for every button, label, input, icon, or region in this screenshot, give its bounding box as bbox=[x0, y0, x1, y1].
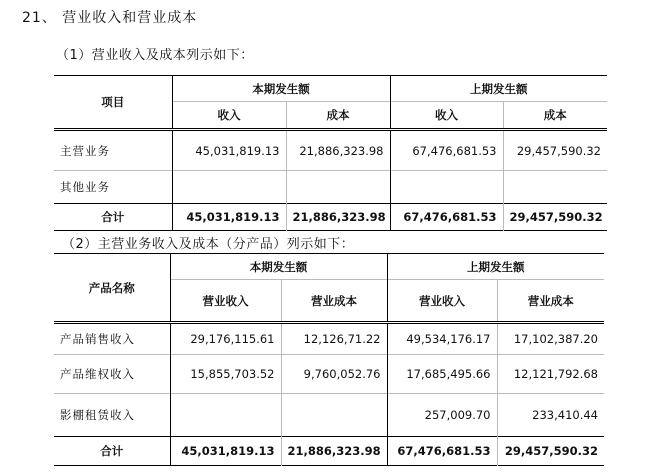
prior-revenue-cell bbox=[390, 171, 503, 204]
total-row bbox=[54, 437, 604, 466]
total-label: 合计 bbox=[101, 210, 125, 224]
total-current-revenue: 45,031,819.13 bbox=[172, 204, 286, 231]
prior-cost-header: 成本 bbox=[503, 102, 607, 130]
current-cost-header: 成本 bbox=[286, 102, 390, 130]
prior-revenue-cell: 17,685,495.66 bbox=[387, 355, 497, 394]
table1-caption: （1）营业收入及成本列示如下： bbox=[56, 48, 254, 63]
prior-revenue-cell: 49,534,176.17 bbox=[387, 323, 497, 355]
table-row bbox=[54, 323, 604, 355]
current-cost-cell bbox=[281, 394, 387, 437]
prior-revenue-cell: 67,476,681.53 bbox=[390, 130, 503, 171]
current-revenue-cell bbox=[170, 394, 281, 437]
prior-period-header: 上期发生额 bbox=[387, 254, 604, 280]
item-header: 项目 bbox=[101, 95, 125, 109]
current-period-header: 本期发生额 bbox=[170, 254, 387, 280]
total-row bbox=[54, 204, 607, 231]
total-prior-cost: 29,457,590.32 bbox=[497, 437, 604, 466]
current-revenue-cell: 15,855,703.52 bbox=[170, 355, 281, 394]
current-cost-header: 营业成本 bbox=[281, 280, 387, 323]
current-period-header: 本期发生额 bbox=[172, 76, 390, 102]
section-heading: 21、 营业收入和营业成本 bbox=[22, 10, 198, 26]
table-row bbox=[54, 130, 607, 171]
product-name-header: 产品名称 bbox=[88, 280, 135, 295]
prior-cost-cell: 29,457,590.32 bbox=[503, 130, 607, 171]
prior-cost-cell bbox=[503, 171, 607, 204]
total-prior-revenue: 67,476,681.53 bbox=[387, 437, 497, 466]
prior-revenue-header: 营业收入 bbox=[387, 280, 497, 323]
current-cost-cell: 12,126,71.22 bbox=[281, 323, 387, 355]
total-prior-cost: 29,457,590.32 bbox=[503, 204, 607, 231]
current-revenue-header: 收入 bbox=[172, 102, 286, 130]
current-cost-cell: 21,886,323.98 bbox=[286, 130, 390, 171]
prior-cost-cell: 233,410.44 bbox=[497, 394, 604, 437]
row-label: 其他业务 bbox=[60, 180, 110, 194]
total-current-revenue: 45,031,819.13 bbox=[170, 437, 281, 466]
total-current-cost: 21,886,323.98 bbox=[286, 204, 390, 231]
total-current-cost: 21,886,323.98 bbox=[281, 437, 387, 466]
table-row bbox=[54, 394, 604, 437]
prior-cost-cell: 12,121,792.68 bbox=[497, 355, 604, 394]
product-revenue-table bbox=[54, 253, 604, 466]
table-row bbox=[54, 355, 604, 394]
current-revenue-cell: 45,031,819.13 bbox=[172, 130, 286, 171]
row-label: 主营业务 bbox=[60, 143, 110, 158]
total-label: 合计 bbox=[100, 444, 124, 458]
prior-revenue-header: 收入 bbox=[390, 102, 503, 130]
revenue-cost-table bbox=[54, 75, 607, 231]
table2-caption: （2）主营业务收入及成本（分产品）列示如下： bbox=[62, 237, 355, 252]
prior-period-header: 上期发生额 bbox=[390, 76, 607, 102]
row-label: 影棚租赁收入 bbox=[60, 408, 135, 422]
current-revenue-cell bbox=[172, 171, 286, 204]
current-cost-cell bbox=[286, 171, 390, 204]
total-prior-revenue: 67,476,681.53 bbox=[390, 204, 503, 231]
row-label: 产品销售收入 bbox=[60, 332, 135, 346]
current-cost-cell: 9,760,052.76 bbox=[281, 355, 387, 394]
prior-cost-header: 营业成本 bbox=[497, 280, 604, 323]
current-revenue-header: 营业收入 bbox=[170, 280, 281, 323]
row-label: 产品维权收入 bbox=[60, 367, 135, 381]
current-revenue-cell: 29,176,115.61 bbox=[170, 323, 281, 355]
prior-cost-cell: 17,102,387.20 bbox=[497, 323, 604, 355]
table-row bbox=[54, 171, 607, 204]
prior-revenue-cell: 257,009.70 bbox=[387, 394, 497, 437]
